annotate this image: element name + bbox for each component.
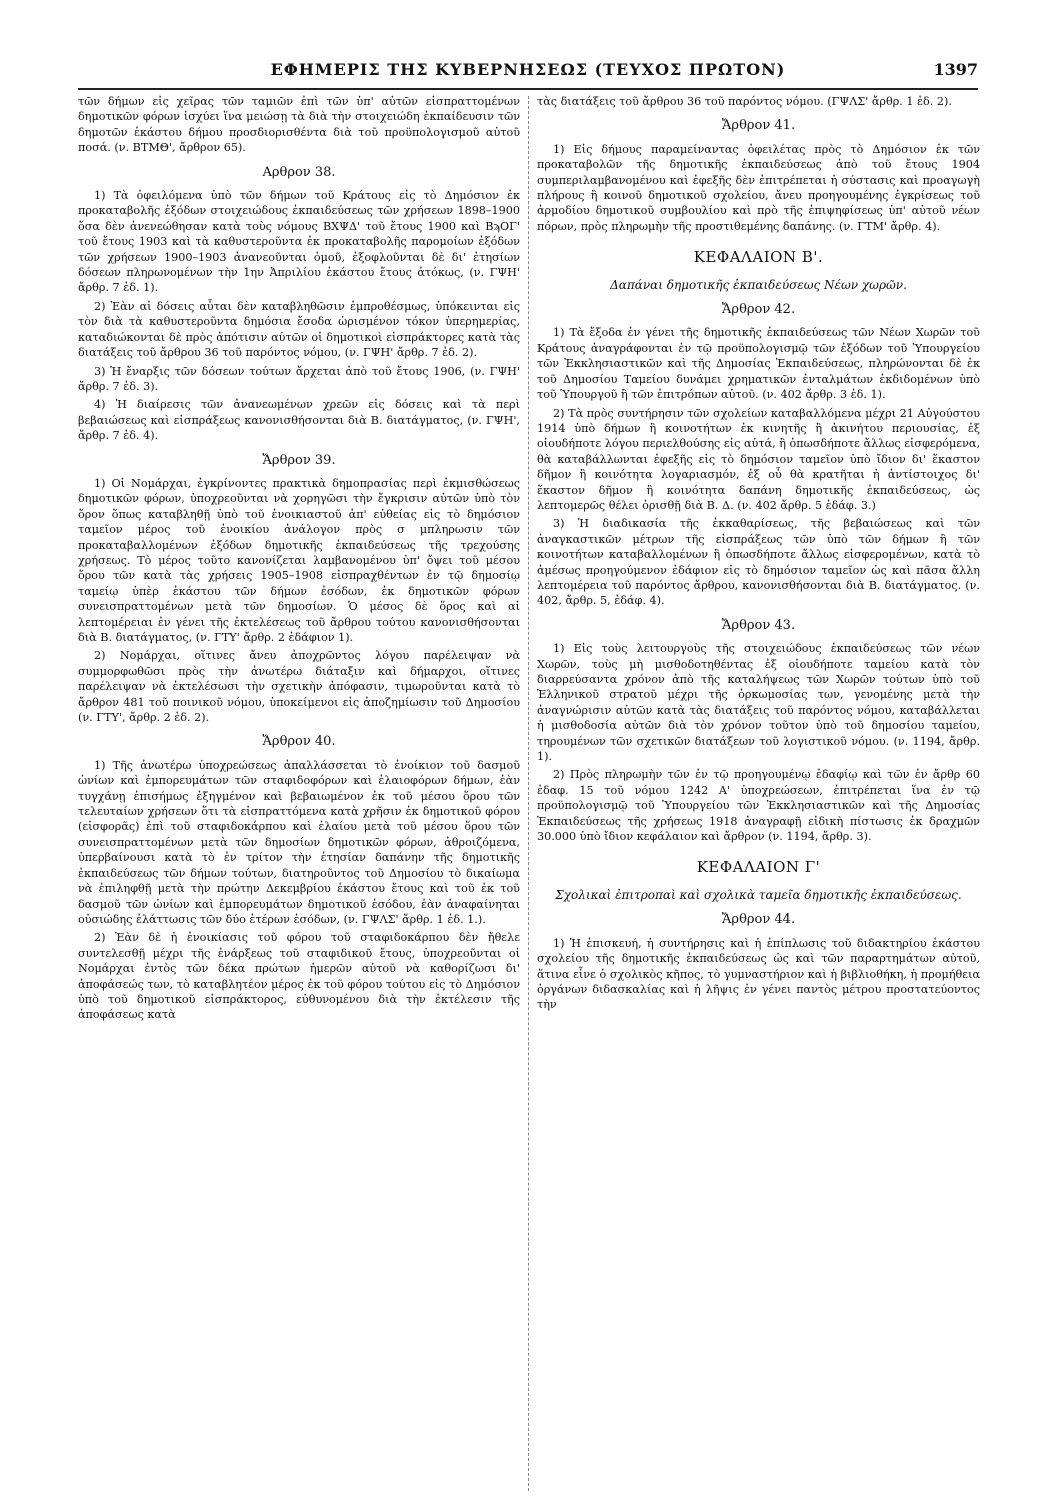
chapter-heading: ΚΕΦΑΛΑΙΟΝ Β'. (693, 248, 824, 267)
paragraph: 1) Ἡ ἐπισκευή, ἡ συντήρησις καὶ ἡ ἐπίπλωσις τοῦ διδακτηρίου ἑκάστου σχολείου τῆς δημοτικῆς ἐκπαιδεύσεως ὡς καὶ τῶν παραρτημάτων αὐτοῦ, ἅτινα εἶνε ὁ σχολικὸς κῆπος, τὸ γυμναστήριον καὶ ἡ βιβλιοθήκη, ἡ προμήθεια ὀργάνων διδασκαλίας καὶ ἡ λῆψις ἐν γένει παντὸς μέτρου προστατεύοντος τὴν (537, 936, 980, 1012)
paragraph: 1) Τὰ ὀφειλόμενα ὑπὸ τῶν δήμων τοῦ Κράτους εἰς τὸ Δημόσιον ἐκ προκαταβολῆς ἐξόδων στοιχειώδους ἐκπαιδεύσεως τῶν χρήσεων 1898–1900 ὅσα δὲν ἀνενεώθησαν κατὰ τοὺς νόμους ΒΧΨΔ' τοῦ ἔτους 1900 καὶ ΒϡΟΓ' τοῦ ἔτους 1903 καὶ τὰ καθυστεροῦντα ἐκ προκαταβολῆς παρομοίων ἐξόδων τῶν χρήσεων 1900–1903 ἀνανεοῦνται ὁμοῦ, ἐξοφλοῦνται δὲ δι' ἐτησίων δόσεων πληρωνομένων τὴν 1ην Ἀπριλίου ἑκάστου ἔτους ἀτόκως, (ν. ΓΨΗ' ἄρθρ. 7 ἐδ. 1). (78, 189, 520, 295)
paragraph: 3) Ἡ διαδικασία τῆς ἐκκαθαρίσεως, τῆς βεβαιώσεως καὶ τῶν ἀναγκαστικῶν μέτρων τῆς εἰσπράξεως τῶν ὑπὸ τῶν δήμων ἢ τῶν κοινοτήτων καταβαλλομένων ἢ ὁπωσδήποτε ἄλλως εἰσφερομένων, κατὰ τὸ ἀμέσως προηγούμενον ἐδάφιον εἰς τὸ δημόσιον ταμεῖον ὡς καὶ πᾶσα ἄλλη λεπτομέρεια τοῦ παρόντος ἄρθρου, κανονισθήσονται διὰ Β. διατάγματος. (ν. 402, ἄρθρ. 5, ἐδάφ. 4). (537, 517, 980, 608)
article-heading: Ἄρθρον 42. (721, 302, 796, 318)
article-heading: Αρθρον 38. (262, 164, 336, 180)
paragraph: 2) Νομάρχαι, οἵτινες ἄνευ ἀποχρῶντος λόγου παρέλειψαν νὰ συμμορφωθῶσι πρὸς τὴν ἀνωτέρω διάταξιν καὶ δήμαρχοι, οἵτινες παρέλειψαν νὰ ἐκτελέσωσι τὴν σχετικὴν ἀπόφασιν, τιμωροῦνται κατὰ τὸ ἄρθρον 481 τοῦ ποινικοῦ νόμου, ὑποκείμενοι εἰς ἀποζημίωσιν τοῦ Δημοσίου (ν. ΓΤΥ', ἄρθρ. 2 ἐδ. 2). (78, 649, 520, 725)
header-rule (78, 88, 978, 90)
paragraph: 2) Ἐὰν δὲ ἡ ἐνοικίασις τοῦ φόρου τοῦ σταφιδοκάρπου δὲν ἤθελε συντελεσθῇ μέχρι τῆς ἐνάρξεως τοῦ σταφιδικοῦ ἔτους, ὑποχρεοῦνται οἱ Νομάρχαι ἐντὸς τῶν δέκα πρώτων ἡμερῶν αὐτοῦ νὰ καθορίζωσι δι' ἀποφάσεώς των, τὸ καταβλητέον μέρος ἐκ τοῦ φόρου τούτου εἰς τὸ Δημόσιον ὑπὸ τοῦ δημοτικοῦ εἰσπράκτορος, εὐθυνομένου διὰ τὴν ἐκτέλεσιν τῆς ἀποφάσεως κατὰ (78, 931, 520, 1022)
paragraph: 2) Τὰ πρὸς συντήρησιν τῶν σχολείων καταβαλλόμενα μέχρι 21 Αὐγούστου 1914 ὑπὸ δήμων ἢ κοινοτήτων ἐκ κινητῆς ἢ ἀκινήτου περιουσίας, ἐξ οἱουδήποτε λόγου περιελθούσης εἰς αὐτά, ἢ ὁπωσδήποτε ἄλλως εἰσφερόμενα, θὰ καταβάλλωνται ἐφεξῆς εἰς τὸ δημόσιον ταμεῖον ὑπὸ ἴδιον δι' ἕκαστον δῆμον ἢ κοινότητα λογαριασμόν, ἐξ οὗ θὰ κρατῆται ἡ ἀντίστοιχος δι' ἕκαστον δῆμον ἢ κοινότητα δαπάνη δημοτικῆς ἐκπαιδεύσεως, ὡς λεπτομερῶς θέλει ὁρισθῇ διὰ Β. Δ. (ν. 402 ἄρθρ. 5 ἐδάφ. 3.) (537, 406, 980, 512)
paragraph: 3) Ἡ ἔναρξις τῶν δόσεων τούτων ἄρχεται ἀπὸ τοῦ ἔτους 1906, (ν. ΓΨΗ' ἄρθρ. 7 ἐδ. 3). (78, 364, 520, 393)
paragraph: 1) Τὰ ἔξοδα ἐν γένει τῆς δημοτικῆς ἐκπαιδεύσεως τῶν Νέων Χωρῶν τοῦ Κράτους ἀναγράφονται ἐν τῷ προϋπολογισμῷ τῶν ἐξόδων τοῦ Ὑπουργείου τῶν Ἐκκλησιαστικῶν καὶ τῆς Δημοσίας Ἐκπαιδεύσεως, πληρώνονται δὲ ἐκ τοῦ Δημοσίου Ταμείου δυνάμει χρηματικῶν ἐνταλμάτων ἐκδιδομένων ὑπὸ τοῦ Ὑπουργοῦ ἢ τῶν ἐπιτρόπων αὐτοῦ. (ν. 402 ἄρθρ. 3 ἐδ. 1). (537, 326, 980, 402)
gazette-title: ΕΦΗΜΕΡΙΣ ΤΗΣ ΚΥΒΕΡΝΗΣΕΩΣ (ΤΕΥΧΟΣ ΠΡΩΤΟΝ) (270, 60, 786, 79)
paragraph: 2) Ἐὰν αἱ δόσεις αὗται δὲν καταβληθῶσιν ἐμπροθέσμως, ὑπόκεινται εἰς τὸν διὰ τὰ καθυστεροῦντα δημόσια ἔσοδα ὡρισμένον τόκον ὑπερημερίας, καταδιώκονται δὲ πρὸς ἀπότισιν αὐτῶν οἱ δημοτικοὶ εἰσπράκτορες κατὰ τὰς διατάξεις τοῦ ἄρθρου 36 τοῦ παρόντος νόμου, (ν. ΓΨΗ' ἄρθρ. 7 ἐδ. 2). (78, 299, 520, 360)
right-column (537, 94, 980, 1494)
paragraph: 1) Εἰς τοὺς λειτουργοὺς τῆς στοιχειώδους ἐκπαιδεύσεως τῶν νέων Χωρῶν, τοὺς μὴ μισθοδοτηθέντας ἐξ οἱουδήποτε ταμείου κατὰ τὸν διαρρεύσαντα χρόνον ἀπὸ τῆς καταλήψεως τῶν Χωρῶν τούτων ὑπὸ τοῦ Ἑλληνικοῦ στρατοῦ μέχρι τῆς ὁρκωμοσίας των, γενομένης μετὰ τὴν ἀναγνώρισιν αὐτῶν κατὰ τὰς διατάξεις τοῦ παρόντος νόμου, καταβάλλεται ἡ μισθοδοσία αὐτῶν διὰ τὸν χρόνον τοῦτον ὑπὸ τοῦ δημοσίου ταμείου, τηρουμένων τῶν σχετικῶν διατάξεων τοῦ λογιστικοῦ νόμου. (ν. 1194, ἄρθρ. 1). (537, 642, 980, 764)
chapter-subtitle: Σχολικαὶ ἐπιτροπαὶ καὶ σχολικὰ ταμεῖα δημοτικῆς ἐκπαιδεύσεως. (555, 887, 962, 902)
article-heading: Ἄρθρον 44. (721, 912, 796, 928)
paragraph: 2) Πρὸς πληρωμὴν τῶν ἐν τῷ προηγουμένῳ ἐδαφίῳ καὶ τῶν ἐν ἄρθρ 60 ἐδαφ. 15 τοῦ νόμου 1242 Α' ὑποχρεώσεων, ἐπιτρέπεται ἵνα ἐν τῷ προϋπολογισμῷ τοῦ Ὑπουργείου τῶν Ἐκκλησιαστικῶν καὶ τῆς Δημοσίας Ἐκπαιδεύσεως τῆς χρήσεως 1918 ἀναγραφῇ εἰδικὴ πίστωσις ἐκ δραχμῶν 30.000 ὑπὸ ἴδιον κεφάλαιον καὶ ἄρθρον (ν. 1194, ἄρθρ. 3). (537, 768, 980, 844)
article-heading: Ἄρθρον 40. (262, 734, 336, 750)
page-number: 1397 (933, 60, 978, 79)
article-heading: Ἄρθρον 39. (262, 452, 336, 468)
page-header (78, 58, 978, 88)
paragraph: τῶν δήμων εἰς χεῖρας τῶν ταμιῶν ἐπὶ τῶν ὑπ' αὐτῶν εἰσπραττομένων δημοτικῶν φόρων ἰσχύει ἵνα μειώσῃ τὰ διὰ τὴν στοιχειώδη ἐκπαίδευσιν τῶν δημοτῶν ἑκάστου δήμου προσδιορισθέντα διὰ τοῦ προϋπολογισμοῦ αὐτοῦ ποσά. (ν. ΒΤΜΘ', ἄρθρον 65). (78, 95, 520, 155)
chapter-subtitle: Δαπάναι δημοτικῆς ἐκπαιδεύσεως Νέων χωρῶν. (610, 277, 907, 292)
article-heading: Ἄρθρον 41. (721, 118, 796, 134)
column-divider (528, 96, 529, 1491)
paragraph: 4) Ἡ διαίρεσις τῶν ἀνανεωμένων χρεῶν εἰς δόσεις καὶ τὰ περὶ βεβαιώσεως καὶ εἰσπράξεως κανονισθήσονται διὰ Β. διατάγματος, (ν. ΓΨΗ', ἄρθρ. 7 ἐδ. 4). (78, 398, 520, 443)
article-heading: Ἄρθρον 43. (721, 617, 796, 633)
left-column (78, 94, 520, 1494)
paragraph: 1) Τῆς ἀνωτέρω ὑποχρεώσεως ἀπαλλάσσεται τὸ ἐνοίκιον τοῦ δασμοῦ ὠνίων καὶ ἐμπορευμάτων τῶν σταφιδοφόρων καὶ ἐλαιοφόρων δήμων, ἐὰν τυγχάνῃ ἐπισήμως ἐξηγμένον καὶ βεβαιωμένον ἐκ τοῦ μέσου ὅρου τῶν τελευταίων χρήσεων ὅτι τὰ εἰσπραττόμενα κατὰ χρῆσιν ἐκ δημοτικοῦ φόρου (εἰσφορᾶς) ἐπὶ τοῦ σταφιδοκάρπου καὶ ἐλαίου μετὰ τοῦ μέσου ὅρου τῶν συνεισπραττομένων μετὰ τῶν δημοσίων δημοτικῶν φόρων, ἀθροιζόμενα, ὑπερβαίνουσι κατὰ τὸ ἐν τρίτον τὴν ἐτησίαν δαπάνην τῆς δημοτικῆς ἐκπαιδεύσεως τῶν δήμων τούτων, διατηροῦντος τοῦ Δημοσίου τὸ δικαίωμα νὰ ἐπιληφθῇ μετὰ τὴν πρώτην Δεκεμβρίου ἑκάστου ἔτους καὶ τοῦ ἐκ τοῦ δασμοῦ τῶν ὠνίων καὶ ἐμπορευμάτων δημοτικοῦ ἐσόδου, ἐὰν ἀναφαίνηται οὐσιώδης ἐλάττωσις τῶν δύο ἑτέρων ἐσόδων, (ν. ΓΨΛΣ' ἄρθρ. 1 ἐδ. 1.). (78, 758, 520, 926)
chapter-heading: ΚΕΦΑΛΑΙΟΝ Γ' (696, 858, 821, 877)
paragraph: 1) Οἱ Νομάρχαι, ἐγκρίνοντες πρακτικὰ δημοπρασίας περὶ ἐκμισθώσεως δημοτικῶν φόρων, ὑποχρεοῦνται νὰ χορηγῶσι τὴν ἔγκρισιν αὐτῶν ὑπὸ τὸν ὅρον ὅπως καταβληθῇ ὑπὸ τοῦ ἐνοικιαστοῦ ἀπ' εὐθείας εἰς τὸ δημόσιον ταμεῖον μέρος τοῦ ἐνοικίου ἀνάλογον πρὸς σ μπληρωσιν τῶν προκαταβαλλομένων ἐξόδων δημοτικῆς ἐκπαιδεύσεως τῆς τρεχούσης χρήσεως. Τὸ μέρος τοῦτο κανονίζεται λαμβανομένου ὑπ' ὄψει τοῦ μέσου ὅρου τῶν κατὰ τὰς χρήσεις 1905–1908 εἰσπραχθέντων ἐν τῷ δημοσίῳ ταμείῳ ὑπὲρ ἑκάστου τῶν δήμων ἐσόδων, ἐκ δημοτικῶν φόρων συνεισπραττομένων μετὰ τῶν δημοσίων. Ὁ μέσος δὲ ὅρος καὶ αἱ λεπτομέρειαι ἐν γένει τῆς ἐκτελέσεως τοῦ ἄρθρου τούτου κανονισθήσονται διὰ Β. διατάγματος, (ν. ΓΤΥ' ἄρθρ. 2 ἐδάφιον 1). (78, 476, 520, 644)
paragraph: 1) Εἰς δήμους παραμείναντας ὀφειλέτας πρὸς τὸ Δημόσιον ἐκ τῶν προκαταβολῶν τῆς δημοτικῆς ἐκπαιδεύσεως ἀπὸ τοῦ ἔτους 1904 συμπεριλαμβανομένου καὶ ἐφεξῆς δὲν ἐπιτρέπεται ἡ σύστασις καὶ προαγωγὴ πλήρους ἢ κοινοῦ δημοτικοῦ σχολείου, ἄνευ προηγουμένης ἐγκρίσεως τοῦ ἁρμοδίου δημοτικοῦ συμβουλίου καὶ πρὸ τῆς ἐπιψηφίσεως ὑπ' αὐτοῦ νέων πόρων, πρὸς πληρωμὴν τῆς προστιθεμένης δαπάνης. (ν. ΓΤΜ' ἄρθρ. 4). (537, 142, 980, 233)
paragraph: τὰς διατάξεις τοῦ ἄρθρου 36 τοῦ παρόντος νόμου. (ΓΨΛΣ' ἄρθρ. 1 ἐδ. 2). (537, 95, 952, 108)
